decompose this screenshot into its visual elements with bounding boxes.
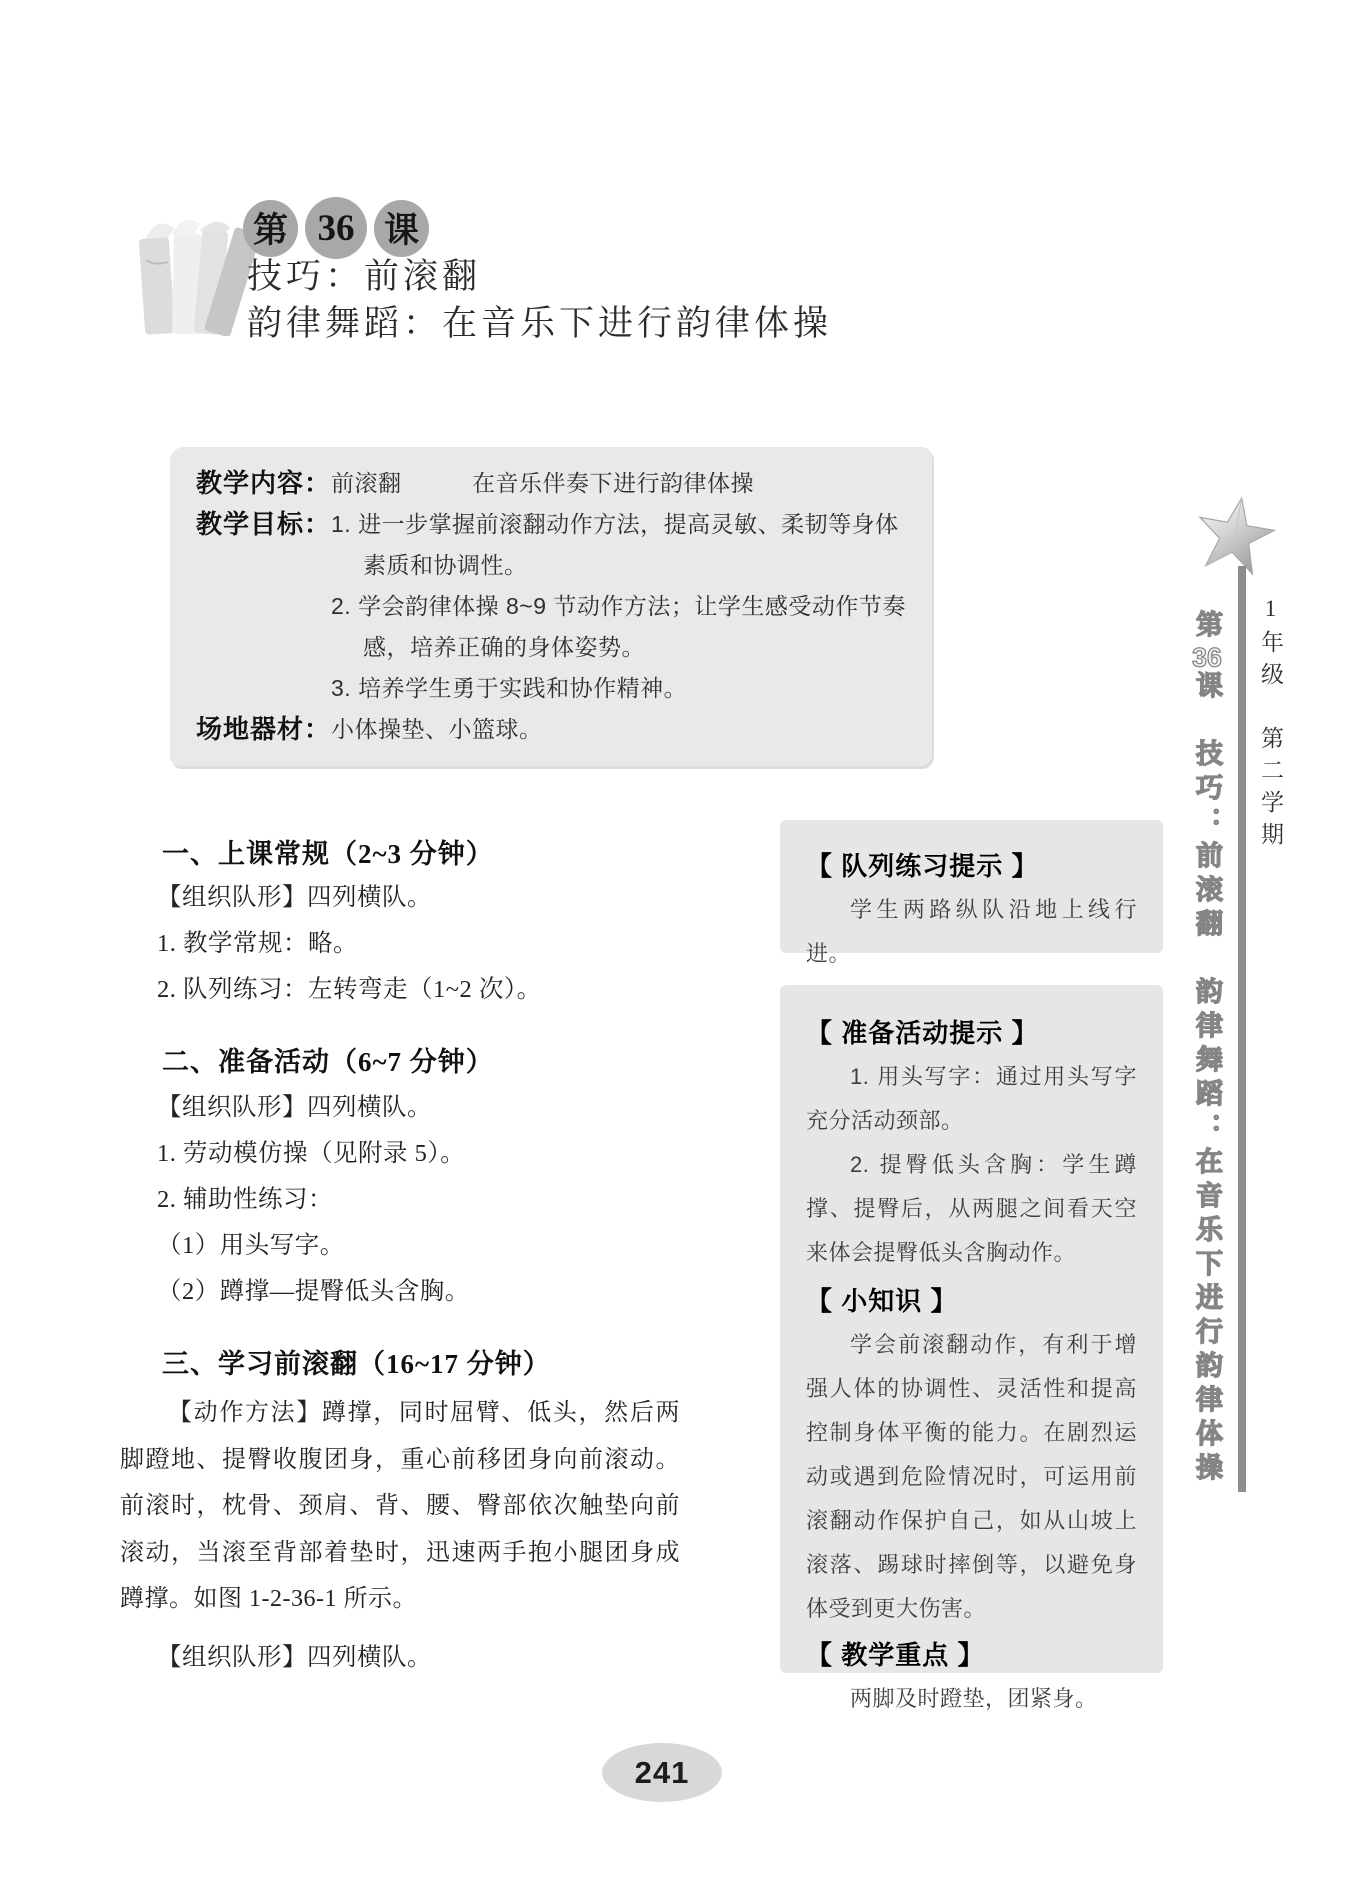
section3-paragraph: 【动作方法】蹲撑，同时屈臂、低头，然后两脚蹬地、提臀收腹团身，重心前移团身向前滚动。前滚时，枕骨、颈肩、背、腰、臀部依次触垫向前滚动，当滚至背部着垫时，迅速两手抱小腿团身成蹲撑。如图 1-2-36-1 所示。 bbox=[120, 1400, 680, 1612]
objectives-label: 教学目标： bbox=[196, 509, 332, 539]
knowledge-para: 学会前滚翻动作，有利于增强人体的协调性、灵活性和提高控制身体平衡的能力。在剧烈运动或遇到危险情况时，可运用前滚翻动作保护自己，如从山坡上滚落、踢球时摔倒等，以避免身体受到更大伤害。 bbox=[806, 1332, 1137, 1621]
warmup-tip-para: 1. 用头写字：通过用头写字充分活动颈部。 bbox=[806, 1064, 1137, 1133]
lesson-title-line2: 韵律舞蹈：在音乐下进行韵律体操 bbox=[247, 304, 833, 343]
margin-lesson-number: 36 bbox=[1192, 644, 1222, 671]
tip-box-title: 【 队列练习提示 】 bbox=[806, 851, 1039, 881]
objective-item: 3. 培养学生勇于实践和协作精神。 bbox=[331, 675, 688, 701]
section3-closing: 【组织队形】四列横队。 bbox=[157, 1644, 432, 1671]
badge-circle-ke: 课 bbox=[374, 200, 429, 257]
warmup-tip-para: 2. 提臀低头含胸：学生蹲撑、提臀后，从两腿之间看天空来体会提臀低头含胸动作。 bbox=[806, 1152, 1137, 1265]
info-row-objectives bbox=[196, 504, 914, 709]
page-number: 241 bbox=[634, 1754, 690, 1790]
objectives-list bbox=[331, 504, 914, 709]
body-line: （2）蹲撑—提臀低头含胸。 bbox=[157, 1278, 470, 1305]
content-value: 前滚翻 在音乐伴奏下进行韵律体操 bbox=[331, 470, 755, 496]
warmup-tip-title: 【 准备活动提示 】 bbox=[806, 1018, 1039, 1048]
key-point-title: 【 教学重点 】 bbox=[806, 1640, 985, 1670]
knowledge-title: 【 小知识 】 bbox=[806, 1286, 958, 1316]
lesson-title-line1: 技巧：前滚翻 bbox=[247, 257, 482, 296]
section2-heading: 二、准备活动（6~7 分钟） bbox=[162, 1047, 494, 1077]
info-row-content bbox=[196, 463, 914, 504]
tip-box-notes bbox=[780, 985, 1163, 1711]
body-line: 1. 教学常规：略。 bbox=[157, 930, 358, 957]
lesson-info-box bbox=[170, 447, 932, 766]
lesson-title bbox=[247, 253, 832, 347]
equipment-value: 小体操垫、小篮球。 bbox=[331, 716, 543, 742]
body-line: 【组织队形】四列横队。 bbox=[157, 884, 432, 911]
margin-lesson-rest: 课 技巧：前滚翻 韵律舞蹈：在音乐下进行韵律体操 bbox=[1192, 671, 1222, 1487]
section2-body bbox=[120, 1085, 680, 1315]
margin-divider-bar bbox=[1238, 566, 1246, 1492]
tip-box-formation bbox=[780, 820, 1163, 966]
page-number-badge bbox=[602, 1743, 722, 1802]
body-line: 【组织队形】四列横队。 bbox=[157, 1094, 432, 1121]
objective-item: 1. 进一步掌握前滚翻动作方法，提高灵敏、柔韧等身体素质和协调性。 bbox=[331, 511, 899, 578]
star-icon bbox=[1188, 489, 1283, 584]
section1-body bbox=[120, 875, 680, 1013]
margin-lesson-text bbox=[1188, 610, 1227, 1510]
key-point-para: 两脚及时蹬垫，团紧身。 bbox=[850, 1686, 1098, 1711]
equipment-label: 场地器材： bbox=[196, 714, 332, 744]
body-line: 2. 辅助性练习： bbox=[157, 1186, 333, 1213]
badge-circle-di: 第 bbox=[243, 200, 298, 257]
info-row-equipment bbox=[196, 709, 914, 750]
margin-lesson-prefix: 第 bbox=[1192, 610, 1222, 644]
body-line: 2. 队列练习：左转弯走（1~2 次）。 bbox=[157, 976, 542, 1003]
lesson-badge bbox=[243, 197, 429, 259]
tip-box-body: 学生两路纵队沿地上线行进。 bbox=[806, 897, 1137, 966]
content-label: 教学内容： bbox=[196, 468, 332, 498]
body-line: （1）用头写字。 bbox=[157, 1232, 345, 1259]
objective-item: 2. 学会韵律体操 8~9 节动作方法；让学生感受动作节奏感，培养正确的身体姿势。 bbox=[331, 593, 906, 660]
section1-heading: 一、上课常规（2~3 分钟） bbox=[162, 839, 494, 869]
section3-heading: 三、学习前滚翻（16~17 分钟） bbox=[162, 1349, 551, 1379]
badge-circle-number: 36 bbox=[305, 197, 367, 259]
margin-grade-text: 1年级 第二学期 bbox=[1258, 596, 1283, 854]
body-line: 1. 劳动模仿操（见附录 5）。 bbox=[157, 1140, 466, 1167]
